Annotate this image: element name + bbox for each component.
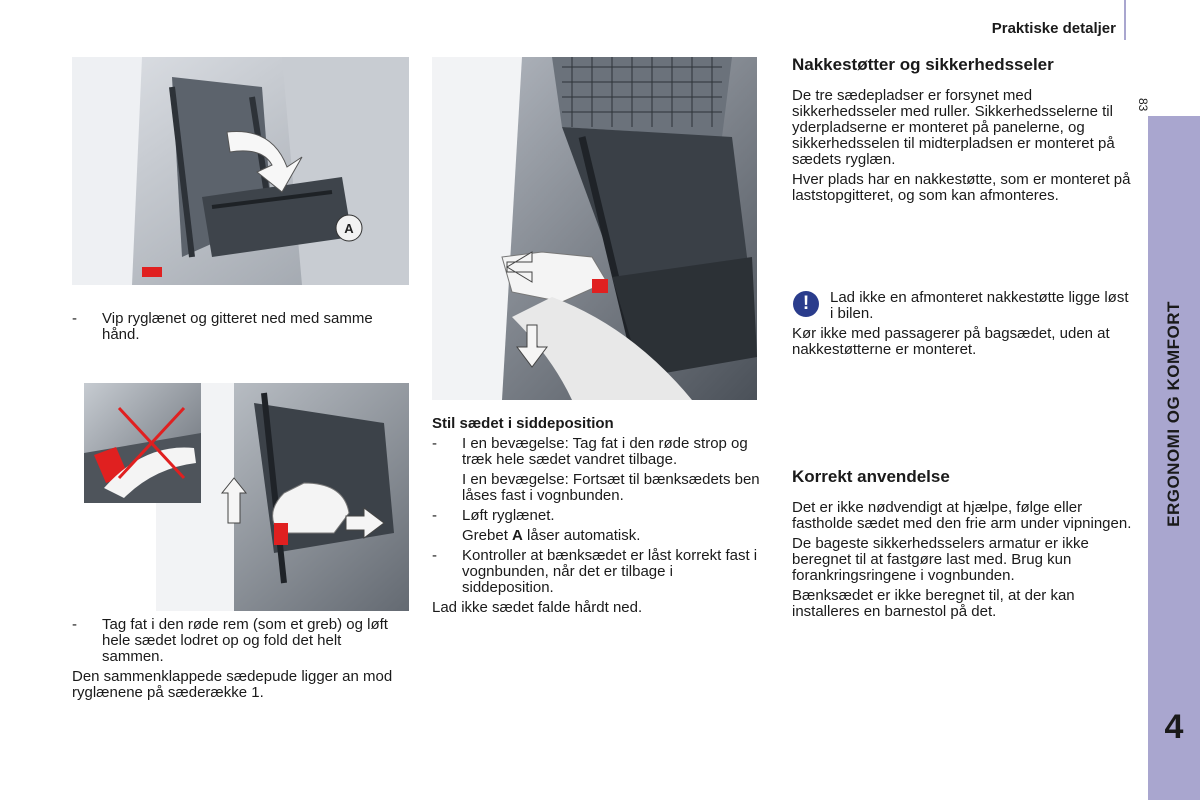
correct-use-paragraph-1: Det er ikke nødvendigt at hjælpe, følge eller fastholde sædet med den frie arm under vipningen.: [792, 499, 1132, 532]
illustration-fold-backrest: [72, 57, 409, 285]
page-header-title: Praktiske detaljer: [991, 20, 1116, 37]
header-rule: [1124, 0, 1126, 40]
correct-use-paragraph-3: Bænksædet er ikke beregnet til, at der kan installeres en barnestol på det.: [792, 587, 1075, 620]
illustration-side-position: [432, 57, 757, 400]
page-number: 83: [1136, 98, 1150, 112]
bullet-dash: -: [72, 310, 77, 327]
step1-text: Vip ryglænet og gitteret ned med samme hånd.: [102, 310, 373, 343]
step2-text: Tag fat i den røde rem (som et greb) og løft hele sædet lodret op og fold det helt sammen.: [102, 616, 388, 665]
correct-use-paragraph-2: De bageste sikkerhedsselers armatur er ikke beregnet til at fastgøre last med. Brug kun forankringsringene i vognbunden.: [792, 535, 1089, 584]
correct-use-text: [792, 500, 1132, 620]
section-heading-correct-use: Korrekt anvendelse: [792, 467, 950, 486]
step-lift-seat: [72, 617, 402, 701]
side-step-1: I en bevægelse: Tag fat i den røde strop og træk hele sædet vandret tilbage.: [462, 435, 748, 468]
callout-a-label: A: [344, 221, 354, 236]
headrests-text: [792, 88, 1132, 204]
bullet-dash: -: [432, 435, 437, 452]
warning-icon: !: [793, 291, 819, 317]
chapter-side-tab: [1148, 116, 1200, 800]
bullet-dash: -: [432, 547, 437, 564]
headrests-paragraph-2: Hver plads har en nakkestøtte, som er monteret på laststopgitteret, og som kan afmonteres.: [792, 171, 1131, 204]
illustration-lift-seat: [84, 383, 409, 611]
side-step-3: Kontroller at bænksædet er låst korrekt fast i vognbunden, når det er tilbage i siddeposition.: [462, 547, 758, 596]
warning-text: Lad ikke en afmonteret nakkestøtte ligge løst i bilen.: [830, 289, 1129, 322]
bullet-dash: -: [432, 507, 437, 524]
side-position-instructions: [432, 416, 762, 616]
side-step-2-cont: Grebet A låser automatisk.: [462, 527, 641, 544]
section-heading-headrests: Nakkestøtter og sikkerhedsseler: [792, 55, 1054, 74]
bullet-dash: -: [72, 616, 77, 633]
chapter-number: 4: [1164, 708, 1184, 746]
side-position-heading: Stil sædet i siddeposition: [432, 415, 614, 432]
folded-cushion-note: Den sammenklappede sædepude ligger an mod ryglænene på sæderække 1.: [72, 668, 393, 701]
side-position-note: Lad ikke sædet falde hårdt ned.: [432, 599, 643, 616]
side-step-2: Løft ryglænet.: [462, 507, 555, 524]
headrests-paragraph-1: De tre sædepladser er forsynet med sikkerhedsseler med ruller. Sikkerhedsselerne til yderpladserne er monteret på panelerne, og sikkerhedsselen til midterpladsen er monteret på sædets ryglæn.: [792, 87, 1115, 168]
side-step-1-cont: I en bevægelse: Fortsæt til bænksædets ben låses fast i vognbunden.: [462, 471, 760, 504]
chapter-label: ERGONOMI OG KOMFORT: [1164, 301, 1183, 527]
step-fold-backrest: [72, 311, 412, 343]
warning-text-2: Kør ikke med passagerer på bagsædet, uden at nakkestøtterne er monteret.: [792, 325, 1110, 358]
